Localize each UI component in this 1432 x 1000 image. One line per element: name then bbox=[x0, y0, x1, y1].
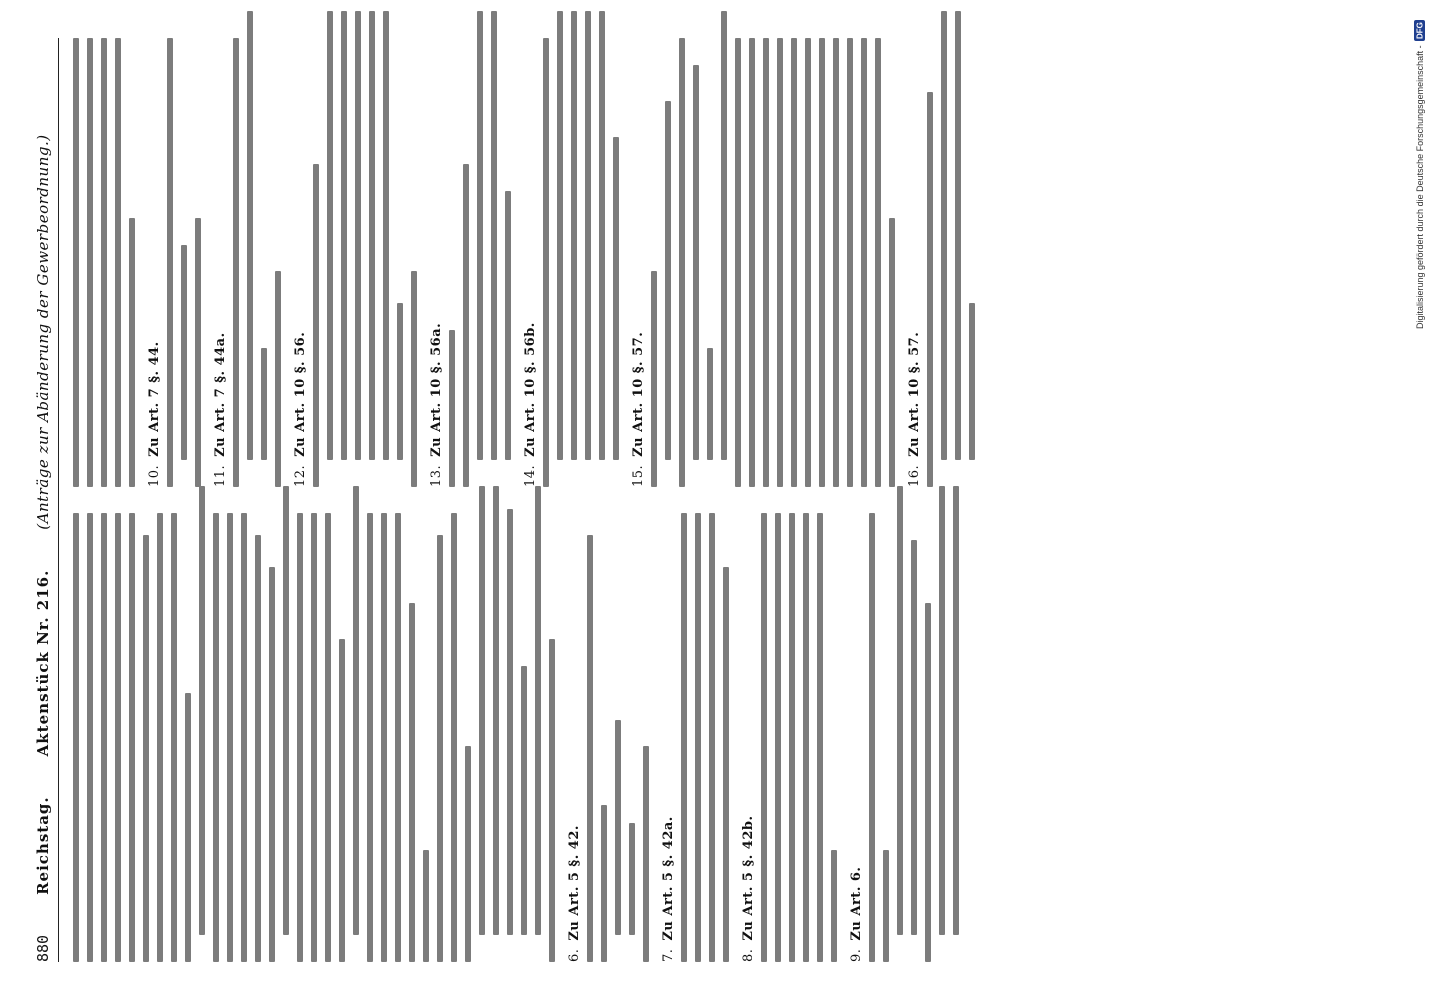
body-name: Reichstag. bbox=[34, 796, 52, 895]
item-heading: 13.Zu Art. 10 §. 56a. bbox=[429, 322, 444, 487]
item-heading: 7.Zu Art. 5 §. 42a. bbox=[661, 816, 676, 962]
left-column bbox=[73, 513, 983, 962]
document-title: Aktenstück Nr. 216. bbox=[34, 569, 52, 757]
dfg-logo: DFG bbox=[1415, 22, 1425, 39]
digitization-credit bbox=[1410, 20, 1430, 670]
item-heading: 10.Zu Art. 7 §. 44. bbox=[147, 341, 162, 487]
page-header bbox=[34, 38, 59, 962]
document-page bbox=[26, 20, 1406, 980]
item-heading: 8.Zu Art. 5 §. 42b. bbox=[741, 815, 756, 962]
right-column bbox=[73, 38, 983, 487]
item-heading: 6.Zu Art. 5 §. 42. bbox=[567, 825, 582, 962]
item-heading: 15.Zu Art. 10 §. 57. bbox=[631, 331, 646, 487]
text-columns bbox=[73, 38, 983, 962]
credit-text: Digitalisierung gefördert durch die Deutsche Forschungsgemeinschaft - bbox=[1415, 44, 1425, 329]
item-heading: 9.Zu Art. 6. bbox=[849, 866, 864, 962]
page-number: 880 bbox=[34, 934, 52, 962]
item-heading: 14.Zu Art. 10 §. 56b. bbox=[523, 322, 538, 487]
item-heading: 16.Zu Art. 10 §. 57. bbox=[907, 331, 922, 487]
item-heading: 12.Zu Art. 10 §. 56. bbox=[293, 331, 308, 487]
item-heading: 11.Zu Art. 7 §. 44a. bbox=[213, 332, 228, 487]
document-subtitle: (Anträge zur Abänderung der Gewerbeordnung.) bbox=[34, 134, 52, 530]
